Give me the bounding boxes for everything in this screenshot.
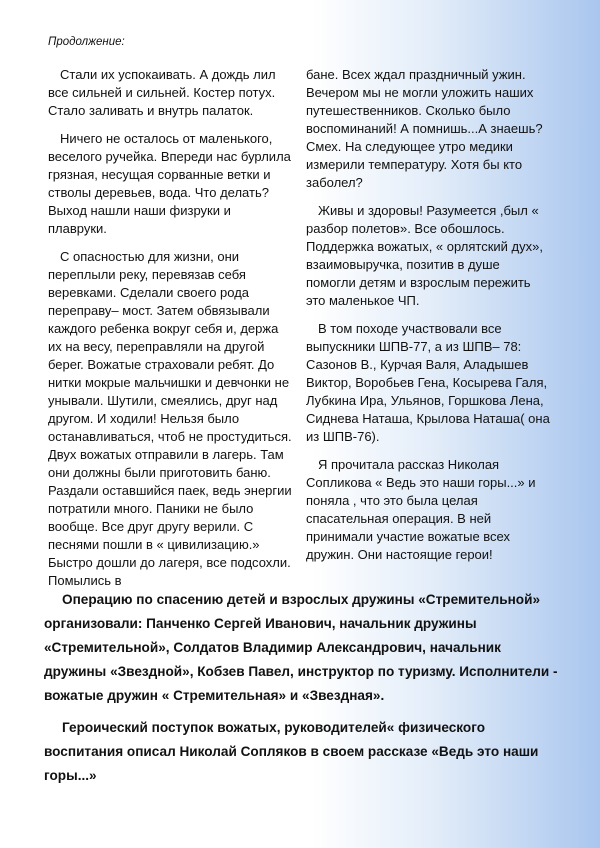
left-column — [48, 66, 292, 600]
paragraph: Ничего не осталось от маленького, веселого ручейка. Впереди нас бурлила грязная, несущая сорванные ветки и стволы деревьев, вода. Что делать? Выход нашли наши физруки и плавруки. — [48, 131, 291, 236]
paragraph: Я прочитала рассказ Николая Сопликова « Ведь это наши горы...» и поняла , что это была целая спасательная операция. В ней принимали участие вожатые всех дружин. Они настоящие герои! — [306, 457, 536, 562]
paragraph: Стали их успокаивать. А дождь лил все сильней и сильней. Костер потух. Стало заливать и внутрь палаток. — [48, 67, 276, 118]
continuation-label: Продолжение: — [48, 36, 125, 48]
story-credit-paragraph: Героический поступок вожатых, руководителей« физического воспитания описал Николай Сопляков в своем рассказе «Ведь это наши горы...» — [44, 720, 539, 783]
paragraph: Живы и здоровы! Разумеется ,был « разбор полетов». Все обошлось. Поддержка вожатых, « орлятский дух», взаимовыручка, позитив в душе помогли детям и взрослым пережить это маленькое ЧП. — [306, 203, 543, 308]
paragraph: бане. Всех ждал праздничный ужин. Вечером мы не могли уложить наших путешественников. Сколько было воспоминаний! А помнишь...А знаешь? Смех. На следующее утро медики измерили температуру. Хотя бы кто заболел? — [306, 67, 543, 190]
right-column — [306, 66, 550, 574]
organizers-paragraph: Операцию по спасению детей и взрослых дружины «Стремительной» организовали: Панченко Сергей Иванович, начальник дружины «Стремительной», Солдатов Владимир Александрович, начальник дружины «Звездной», Кобзев Павел, инструктор по туризму. Исполнители - вожатые дружин « Стремительная» и «Звездная». — [44, 592, 558, 703]
paragraph: С опасностью для жизни, они переплыли реку, перевязав себя веревками. Сделали своего рода переправу– мост. Затем обвязывали каждого ребенка вокруг себя и, держа их на весу, переправляли на другой берег. Вожатые страховали ребят. До нитки мокрые мальчишки и девчонки не унывали. Шутили, смеялись, друг над другом. И ходили! Нельзя было останавливаться, чтоб не простудиться. Двух вожатых отправили в лагерь. Там они должны были приготовить баню. Раздали оставшийся паек, ведь энергии потратили много. Паники не было вообще. Все друг другу верили. С песнями пошли в « цивилизацию.» Быстро дошли до лагеря, все подсохли. Помылись в — [48, 249, 292, 588]
paragraph: В том походе участвовали все выпускники ШПВ-77, а из ШПВ– 78: Сазонов В., Курчая Валя, Аладышев Виктор, Воробьев Гена, Косырева Галя, Лубкина Ира, Ульянов, Горшкова Лена, Сиднева Наташа, Крылова Наташа( она из ШПВ-76). — [306, 321, 550, 444]
bottom-bold-section — [44, 588, 564, 796]
